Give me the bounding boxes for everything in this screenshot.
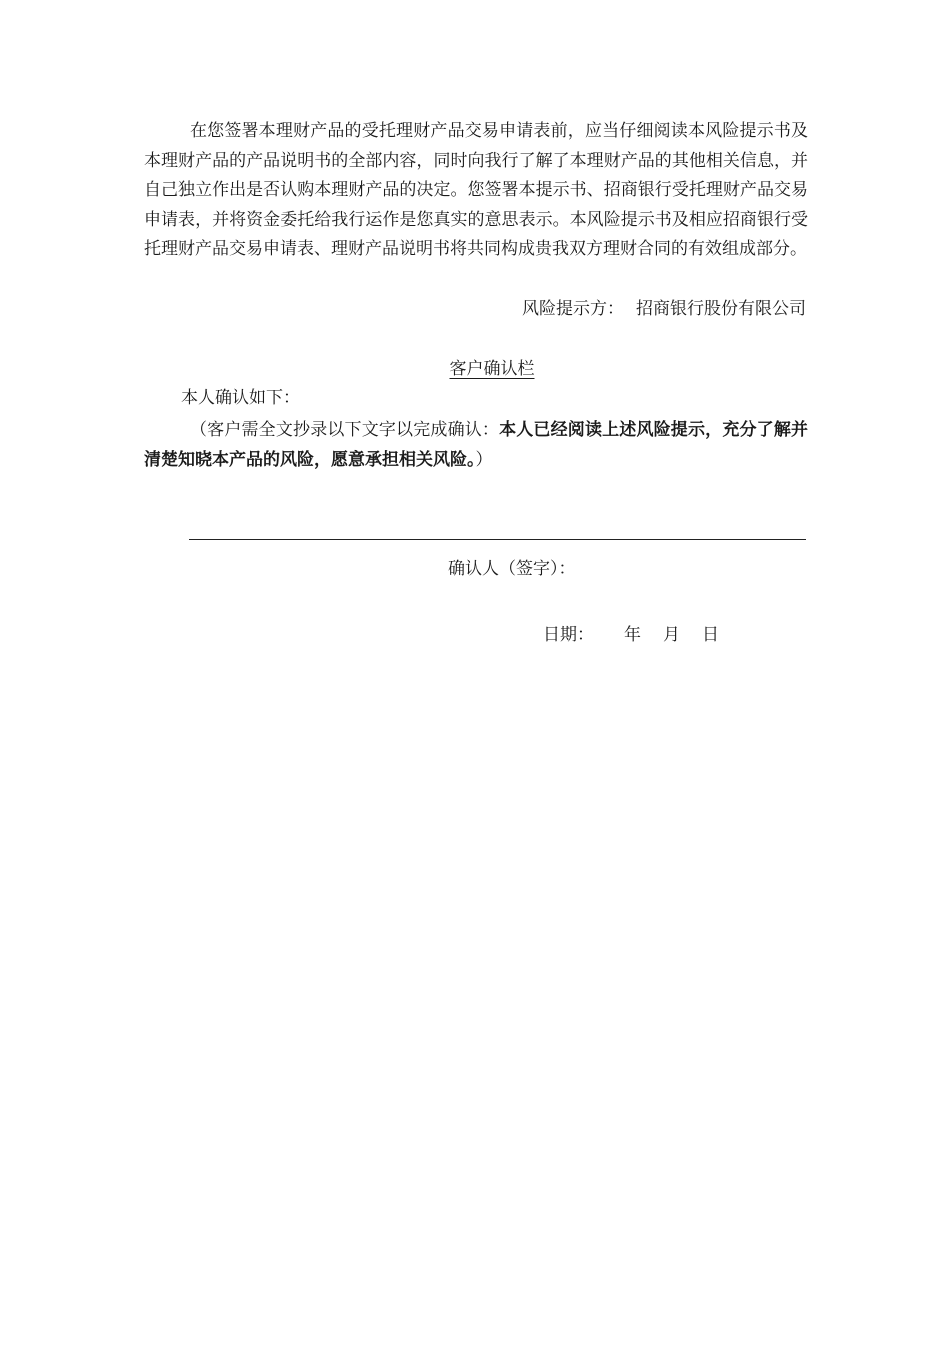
risk-provider-line	[522, 296, 806, 322]
provider-name: 招商银行股份有限公司	[636, 299, 806, 319]
risk-notice-paragraph: 在您签署本理财产品的受托理财产品交易申请表前，应当仔细阅读本风险提示书及本理财产品的产品说明书的全部内容，同时向我行了解了本理财产品的其他相关信息，并自己独立作出是否认购本理财产品的决定。您签署本提示书、招商银行受托理财产品交易申请表，并将资金委托给我行运作是您真实的意思表示。本风险提示书及相应招商银行受托理财产品交易申请表、理财产品说明书将共同构成贵我双方理财合同的有效组成部分。	[144, 121, 808, 259]
provider-label: 风险提示方：	[522, 299, 624, 319]
date-row	[543, 622, 719, 648]
signer-label: 确认人（签字）：	[448, 559, 576, 579]
year-label: 年	[624, 625, 641, 645]
date-label: 日期：	[543, 625, 594, 645]
handwriting-line[interactable]	[189, 539, 806, 540]
instruction-prefix: （客户需全文抄录以下文字以完成确认：	[190, 420, 500, 440]
confirmation-statement: 本人已经阅读上述风险提示，充分了解并清楚知晓本产品的风险，愿意承担相关风险。	[144, 420, 809, 470]
instruction-suffix: ）	[475, 450, 493, 470]
customer-confirmation-title	[0, 356, 950, 382]
copy-instruction	[144, 415, 808, 475]
day-label: 日	[702, 625, 719, 645]
confirmation-intro: 本人确认如下：	[181, 388, 300, 408]
customer-confirmation-title-text: 客户确认栏	[449, 359, 535, 379]
month-label: 月	[663, 625, 680, 645]
